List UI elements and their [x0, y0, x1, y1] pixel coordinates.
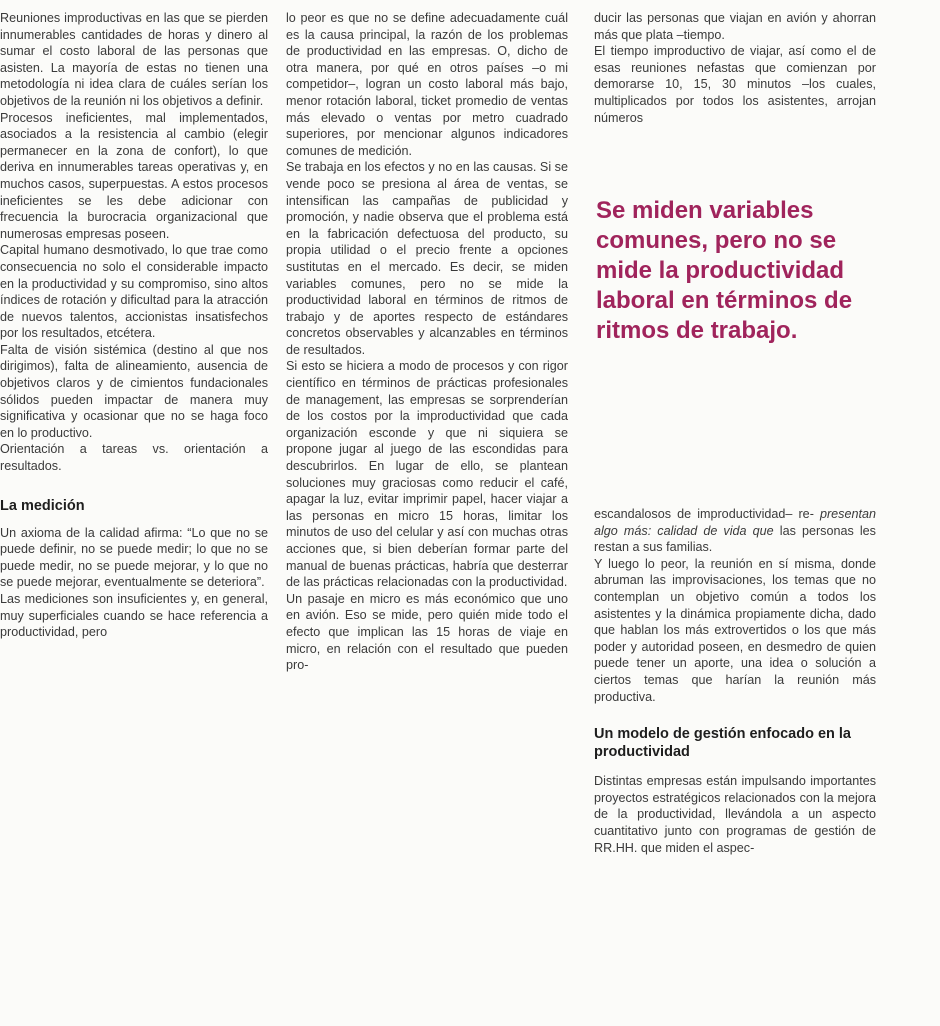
paragraph: ducir las personas que viajan en avión y ahorran más que plata –tiempo. — [594, 11, 876, 42]
paragraph: Falta de visión sistémica (destino al que nos dirigimos), falta de alineamiento, ausencia de objetivos claros y de cimientos fundacionales sólidos pueden impactar de manera muy significativa y ocasionar que no se haga foco en lo productivo. — [0, 342, 268, 440]
paragraph: Las mediciones son insuficientes y, en general, muy superficiales cuando se hace referencia a productividad, pero — [0, 592, 268, 640]
text-run: las personas les restan a sus familias. — [594, 523, 876, 555]
paragraph: Y luego lo peor, la reunión en sí misma, donde abruman las improvisaciones, los temas que no contemplan un objetivo común a todos los asistentes y la dinámica propiamente dicha, dado que hablan los más extrovertidos o los que más poder y autoridad poseen, en desmedro de quien puede tener un aporte, una idea o solución a ciertos temas que harían la reunión más productiva. — [594, 556, 876, 704]
column-2 — [286, 10, 568, 674]
pull-quote: Se miden variables comunes, pero no se mide la productividad laboral en términos de ritmos de trabajo. — [596, 197, 853, 344]
paragraph: Distintas empresas están impulsando importantes proyectos estratégicos relacionados con la mejora de la productividad, llevándola a un aspecto cuantitativo junto con programas de gestión de RR.HH. que miden el aspec- — [594, 774, 876, 855]
paragraph: Un axioma de la calidad afirma: “Lo que no se puede definir, no se puede medir; lo que no se puede medir, no se puede mejorar, y lo que no se puede mejorar, eventualmente se deteriora”. — [0, 525, 268, 590]
section-heading-modelo-gestion: Un modelo de gestión enfocado en la productividad — [594, 726, 851, 761]
paragraph — [594, 506, 876, 556]
paragraph: lo peor es que no se define adecuadamente cuál es la causa principal, la razón de los problemas de productividad en las empresas. O, dicho de otra manera, por qué en otros países –o mi competidor–, logran un costo laboral más bajo, menor rotación laboral, ticket promedio de ventas más elevado o ventas por metro cuadrado superiores, por mencionar algunos indicadores comunes de medición. — [286, 11, 568, 158]
paragraph: Se trabaja en los efectos y no en las causas. Si se vende poco se presiona al área de ventas, se intensifican las campañas de publicidad y promoción, y nadie observa que el problema está en la fabricación defectuosa del producto, su propia utilidad o el precio frente a opciones sustitutas en el mercado. Es decir, se miden variables comunes, pero no se mide la productividad laboral en términos de ritmos de trabajo y de aportes respecto de estándares concretos observables y alcanzables en términos de resultados. — [286, 160, 568, 357]
column-3-top — [594, 10, 876, 126]
paragraph: Orientación a tareas vs. orientación a resultados. — [0, 442, 268, 474]
column-3-bottom — [594, 506, 876, 856]
paragraph: Si esto se hiciera a modo de procesos y con rigor científico en términos de prácticas profesionales de management, las empresas se sorprenderían de los costos por la improductividad que cada organización esconde y que ni siquiera se propone jugar al juego de las escondidas para descubrirlos. En lugar de ello, se plantean soluciones muy graciosas como reducir el café, apagar la luz, evitar imprimir papel, hacer viajar a las personas en micro 15 horas, limitar los minutos de uso del celular y así con muchas otras acciones que, si bien deberían formar parte del manual de buenas prácticas, habría que desterrar de las prácticas relacionadas con la productividad. — [286, 359, 568, 590]
text-run: escandalosos de improductividad– re- — [594, 507, 814, 521]
section-heading-la-medicion: La medición — [0, 497, 85, 514]
paragraph: Procesos ineficientes, mal implementados, asociados a la resistencia al cambio (elegir permanecer en la zona de confort), lo que deriva en innumerables tareas operativas y, en muchos casos, superpuestas. A estos procesos ineficientes se les debe adicionar con frecuencia la burocracia organizacional que numerosas empresas poseen. — [0, 110, 268, 241]
paragraph: Capital humano desmotivado, lo que trae como consecuencia no solo el considerable impacto en la productividad y su compromiso, sino altos índices de rotación y dificultad para la atracción de nuevos talentos, accionistas insatisfechos por los resultados, etcétera. — [0, 243, 268, 341]
italic-text-run: presentan algo más: calidad de vida que — [594, 507, 876, 538]
paragraph: El tiempo improductivo de viajar, así como el de esas reuniones nefastas que comienzan por demorarse 10, 15, 30 minutos –los cuales, multiplicados por todos los asistentes, arrojan números — [594, 44, 876, 125]
column-1 — [0, 10, 268, 641]
paragraph: Reuniones improductivas en las que se pierden innumerables cantidades de horas y dinero al sumar el costo laboral de las personas que asisten. La mayoría de estas no tienen una metodología ni idea clara de cuáles serían los objetivos de la reunión ni los objetivos a definir. — [0, 11, 268, 108]
paragraph: Un pasaje en micro es más económico que uno en avión. Eso se mide, pero quién mide todo el efecto que implican las 15 horas de viaje en micro, en relación con el resultado que pueden pro- — [286, 591, 568, 673]
